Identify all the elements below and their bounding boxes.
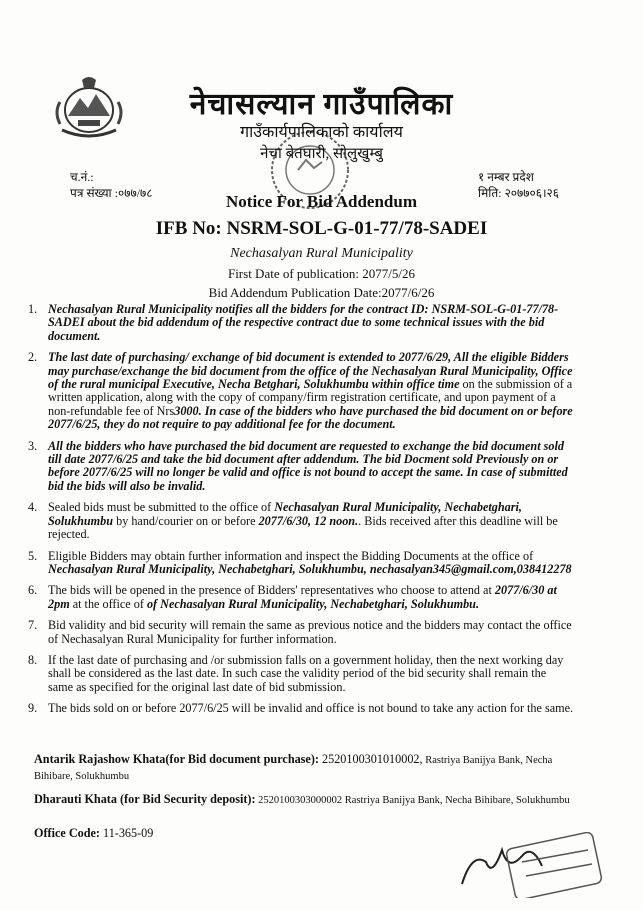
addendum-publication-date: Bid Addendum Publication Date:2077/6/26 bbox=[208, 285, 435, 300]
municipality-devanagari-title: नेचासल्यान गाउँपालिका bbox=[189, 88, 454, 121]
list-item: 3. All the bidders who have purchased the bid document are requested to exchange the bid document sold till date 2077/6/25 and take the bid document after addendum. The bid Docment sold Previously on or before 2077/6/25 will no longer be valid and office is not bound to accept the same. In case of submitted bid the bids will also be invalid. bbox=[28, 438, 568, 493]
notice-items bbox=[28, 302, 574, 724]
place-devanagari-subtitle: नेचा बेतघारी, सोलुखुम्बु bbox=[260, 146, 383, 162]
list-item: 2. The last date of purchasing/ exchange of bid document is extended to 2077/6/29, All the eligible Bidders may purchase/exchange the bid document from the office of the Nechasalyan Rural Municipality, Office of the rural municipal Executive, Necha Betghari, Solukhumbu within office time on the submission of a written application, along with the copy of company/firm registration certificate, and upon payment of a non-refundable fee of Nrs3000. In case of the bidders who have purchased the bid document on or before 2077/6/25, they do not require to pay additional fee for the document. bbox=[28, 350, 573, 432]
notice-date: मिति: २०७७०६।२६ bbox=[478, 186, 560, 200]
office-code: Office Code: 11-365-09 bbox=[34, 826, 154, 840]
list-item: 8. If the last date of purchasing and /or submission falls on a government holiday, then the next working day shall be considered as the last date. In such case the validity period of the bid security shall remain the same as specified for the original last date of bid submission. bbox=[28, 652, 564, 694]
signature-stamp-icon bbox=[452, 832, 602, 898]
dharauti-account: Dharauti Khata (for Bid Security deposit): 2520100303000002 Rastriya Banijya Bank, Necha Bihibare, Solukhumbu bbox=[34, 792, 570, 806]
municipality-name: Nechasalyan Rural Municipality bbox=[230, 246, 413, 261]
first-publication-date: First Date of publication: 2077/5/26 bbox=[227, 266, 416, 281]
antarik-account: Antarik Rajashow Khata(for Bid document purchase): 2520100301010002, Rastriya Banijya Bank, Necha Bihibare, Solukhumbu bbox=[34, 752, 553, 782]
list-item: 1. Nechasalyan Rural Municipality notifies all the bidders for the contract ID: NSRM-SOL-G-01-77/78-SADEI about the bid addendum of the respective contract due to some technical issues with the bid document. bbox=[28, 302, 559, 343]
list-item: 4. Sealed bids must be submitted to the office of Nechasalyan Rural Municipality, Nechabetghari, Solukhumbu by hand/courier on or before 2077/6/30, 12 noon.. Bids received after this deadline will be rejected. bbox=[28, 500, 558, 542]
list-item: 6. The bids will be opened in the presence of Bidders' representatives who choose to attend at 2077/6/30 at 2pm at the office of of Nechasalyan Rural Municipality, Nechabetghari, Solukhumbu. bbox=[28, 583, 557, 611]
reference-letter-no: पत्र संख्या :०७७/७८ bbox=[70, 186, 153, 200]
list-item: 9. The bids sold on or before 2077/6/25 will be invalid and office is not bound to take any action for the same. bbox=[28, 701, 574, 716]
ifb-number: IFB No: NSRM-SOL-G-01-77/78-SADEI bbox=[155, 218, 488, 239]
notice-title: Notice For Bid Addendum bbox=[226, 192, 417, 211]
office-devanagari-subtitle: गाउँकार्यपालिकाको कार्यालय bbox=[240, 124, 403, 141]
list-item: 7. Bid validity and bid security will remain the same as previous notice and the bidders may contact the office of Nechasalyan Rural Municipality for further information. bbox=[28, 618, 572, 646]
province-label: १ नम्बर प्रदेश bbox=[478, 170, 534, 184]
list-item: 5. Eligible Bidders may obtain further information and inspect the Bidding Documents at the office of Nechasalyan Rural Municipality, Nechabetghari, Solukhumbu, nechasalyan345@gmail.com,038412278 bbox=[28, 548, 572, 576]
reference-ch-no: च.नं.: bbox=[70, 170, 94, 184]
